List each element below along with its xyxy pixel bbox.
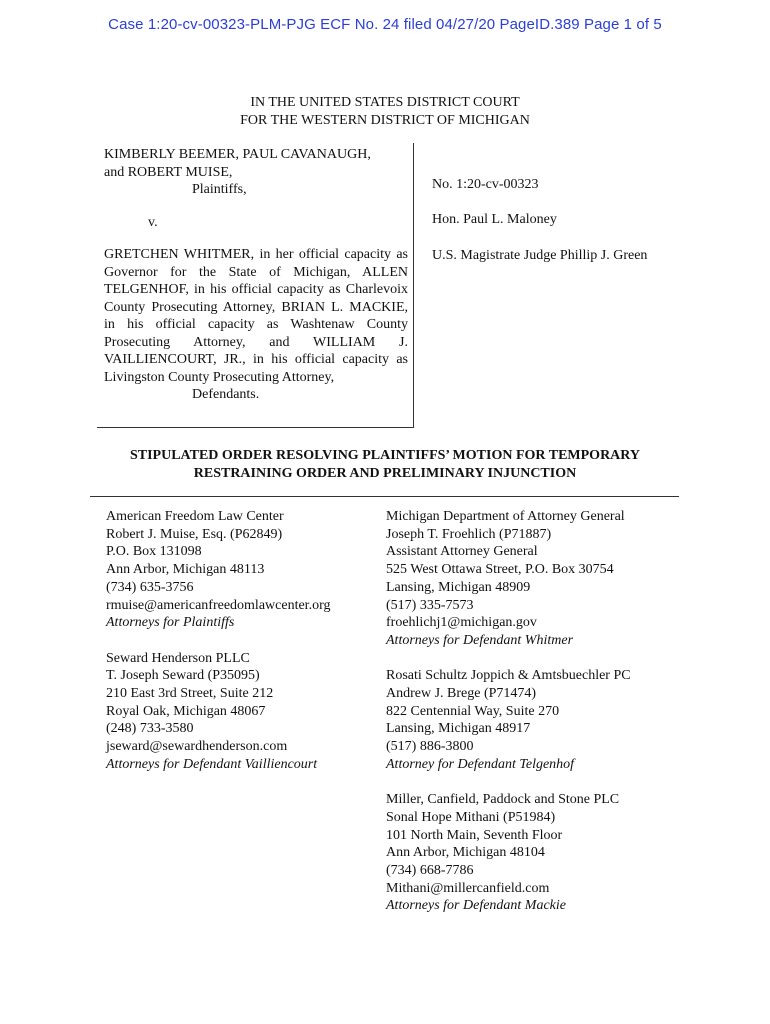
counsel-detail-line: (248) 733-3580 [106, 721, 194, 737]
versus-label: v. [148, 214, 158, 230]
counsel-firm-name: Miller, Canfield, Paddock and Stone PLC [386, 792, 620, 808]
counsel-detail-line: rmuise@americanfreedomlawcenter.org [106, 597, 331, 613]
counsel-column-left [106, 508, 406, 791]
document-title-line1: STIPULATED ORDER RESOLVING PLAINTIFFS’ MOTION FOR TEMPORARY [129, 448, 641, 463]
ecf-filing-header: Case 1:20-cv-00323-PLM-PJG ECF No. 24 filed 04/27/20 PageID.389 Page 1 of 5 [108, 16, 662, 33]
counsel-detail-line: T. Joseph Seward (P35095) [106, 668, 260, 684]
plaintiffs-names-line1: KIMBERLY BEEMER, PAUL CAVANAUGH, [104, 147, 371, 162]
counsel-detail-line: Lansing, Michigan 48917 [386, 721, 531, 737]
document-title-line2: RESTRAINING ORDER AND PRELIMINARY INJUNCTION [193, 466, 577, 481]
counsel-detail-line: (734) 668-7786 [386, 863, 474, 879]
counsel-detail-line: Joseph T. Froehlich (P71887) [386, 526, 552, 542]
counsel-detail-line: froehlichj1@michigan.gov [386, 615, 537, 631]
case-caption-parties [104, 146, 408, 404]
counsel-detail-line: Ann Arbor, Michigan 48113 [106, 562, 265, 578]
counsel-role: Attorneys for Defendant Whitmer [386, 632, 574, 648]
counsel-detail-line: 101 North Main, Seventh Floor [386, 827, 563, 843]
counsel-detail-line: 210 East 3rd Street, Suite 212 [106, 686, 274, 702]
counsel-detail-line: Lansing, Michigan 48909 [386, 579, 531, 595]
counsel-detail-line: 525 West Ottawa Street, P.O. Box 30754 [386, 562, 614, 578]
counsel-firm-name: Seward Henderson PLLC [106, 650, 250, 666]
defendants-text: GRETCHEN WHITMER, in her official capacity as Governor for the State of Michigan, ALLEN TELGENHOF, in his official capacity as Charlevoix County Prosecuting Attorney, BRIAN L. MACKIE, in his official capacity as Washtenaw County Prosecuting Attorney, and WILLIAM J. VAILLIENCOURT, JR., in his official capacity as Livingston County Prosecuting Attorney, [104, 247, 408, 385]
counsel-column-right [386, 508, 686, 933]
counsel-block [106, 508, 406, 632]
caption-bottom-divider [97, 427, 414, 428]
document-title [0, 447, 770, 483]
counsel-detail-line: P.O. Box 131098 [106, 544, 202, 560]
counsel-block [386, 508, 686, 650]
counsel-firm-name: Rosati Schultz Joppich & Amtsbuechler PC [386, 668, 631, 684]
counsel-block [386, 791, 686, 915]
counsel-block [386, 667, 686, 773]
counsel-detail-line: Assistant Attorney General [386, 544, 538, 560]
counsel-block [106, 650, 406, 774]
plaintiffs-names-line2: and ROBERT MUISE, [104, 164, 233, 180]
counsel-detail-line: jseward@sewardhenderson.com [106, 739, 288, 755]
case-number: No. 1:20-cv-00323 [432, 177, 539, 192]
defendants-label: Defendants. [192, 387, 260, 402]
counsel-detail-line: Robert J. Muise, Esq. (P62849) [106, 526, 283, 542]
counsel-role: Attorneys for Defendant Mackie [386, 898, 567, 914]
counsel-detail-line: (734) 635-3756 [106, 579, 194, 595]
plaintiffs-label: Plaintiffs, [192, 182, 247, 197]
counsel-detail-line: (517) 886-3800 [386, 739, 474, 755]
counsel-role: Attorney for Defendant Telgenhof [386, 756, 575, 772]
counsel-detail-line: 822 Centennial Way, Suite 270 [386, 703, 560, 719]
court-heading [0, 94, 770, 130]
court-name-line: IN THE UNITED STATES DISTRICT COURT [250, 95, 520, 110]
counsel-detail-line: Mithani@millercanfield.com [386, 880, 550, 896]
counsel-firm-name: Michigan Department of Attorney General [386, 509, 625, 524]
counsel-detail-line: Ann Arbor, Michigan 48104 [386, 845, 545, 861]
caption-vertical-divider [413, 143, 414, 427]
counsel-role: Attorneys for Plaintiffs [106, 615, 235, 631]
counsel-role: Attorneys for Defendant Vailliencourt [106, 756, 318, 772]
counsel-detail-line: Royal Oak, Michigan 48067 [106, 703, 266, 719]
judge-name: Hon. Paul L. Maloney [432, 212, 557, 227]
magistrate-judge-name: U.S. Magistrate Judge Phillip J. Green [432, 248, 648, 263]
counsel-detail-line: Andrew J. Brege (P71474) [386, 686, 537, 702]
counsel-firm-name: American Freedom Law Center [106, 509, 284, 524]
court-district-line: FOR THE WESTERN DISTRICT OF MICHIGAN [240, 113, 530, 128]
counsel-detail-line: (517) 335-7573 [386, 597, 474, 613]
title-divider [90, 496, 679, 497]
counsel-detail-line: Sonal Hope Mithani (P51984) [386, 809, 556, 825]
